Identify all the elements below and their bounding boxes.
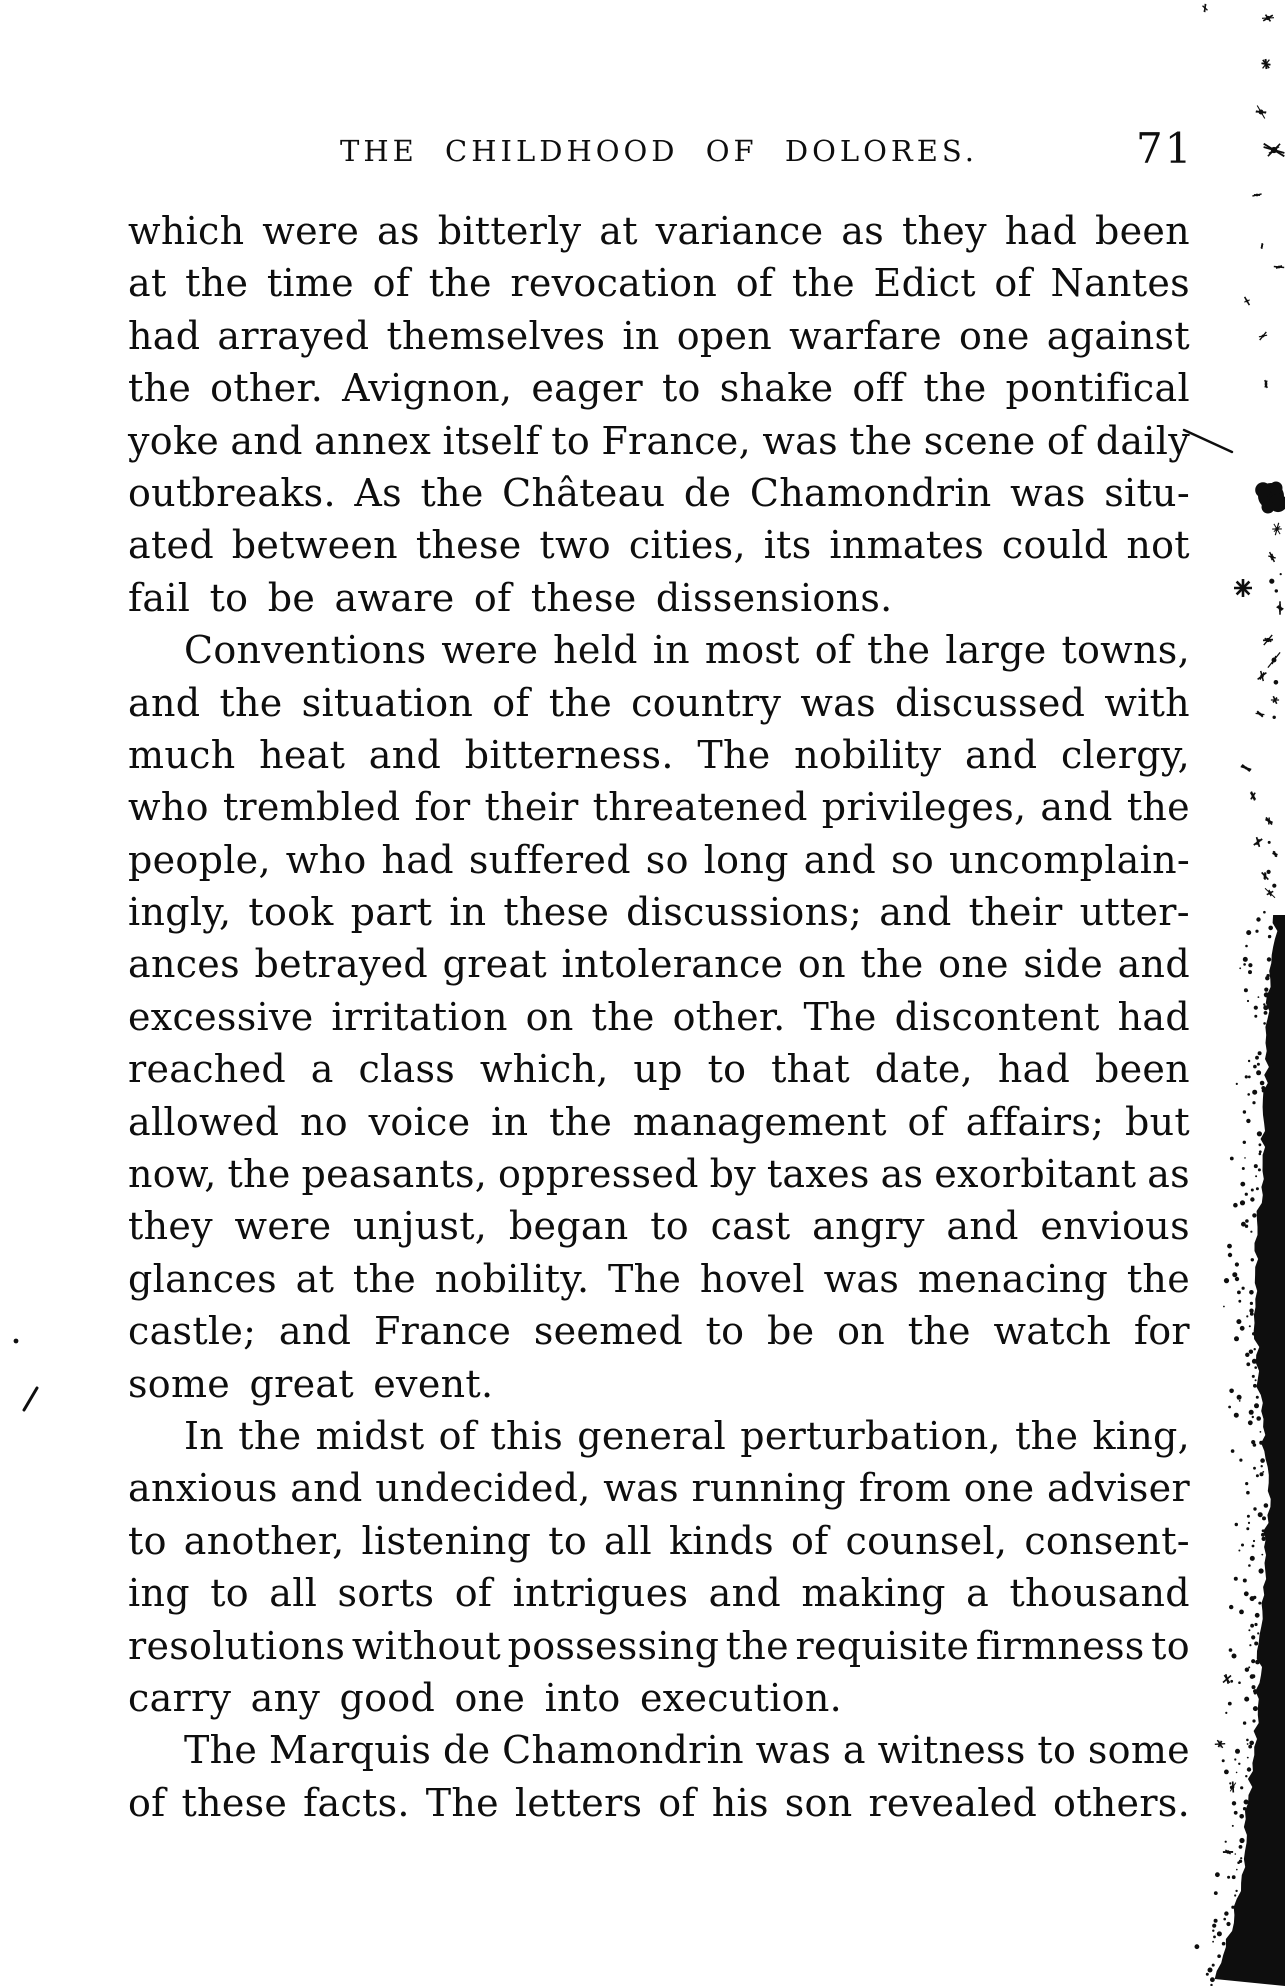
word: open (676, 313, 773, 358)
word: king, (1092, 1413, 1190, 1458)
word: management (632, 1099, 887, 1144)
word: resolutions (128, 1623, 346, 1668)
word: outbreaks. (128, 470, 336, 515)
word: counsel, (845, 1518, 1008, 1563)
word: to (661, 366, 701, 411)
word: sorts (337, 1571, 435, 1616)
word: of (994, 261, 1032, 306)
word: that (771, 1047, 850, 1092)
word: intrigues (512, 1571, 689, 1616)
word: was (755, 1728, 832, 1773)
text-line (128, 362, 1190, 414)
word: ances (128, 942, 240, 987)
word: to (1151, 1623, 1190, 1668)
word: to (707, 1047, 747, 1092)
word: all (604, 1518, 652, 1563)
word: time (266, 261, 354, 306)
page-text (128, 205, 1190, 1829)
word: on (525, 994, 574, 1039)
word: betrayed (254, 942, 429, 987)
word: adviser (1047, 1466, 1190, 1511)
word: uncomplain- (948, 837, 1190, 882)
word: Chamondrin (749, 470, 992, 515)
word: not (1126, 523, 1190, 568)
text-line (128, 1567, 1190, 1619)
word: discontent (894, 994, 1100, 1039)
word: with (1104, 680, 1190, 725)
word: affairs; (965, 1099, 1105, 1144)
word: had (128, 313, 201, 358)
word: arrayed (217, 313, 370, 358)
word: privileges, (821, 785, 1027, 830)
word: The (425, 1780, 499, 1825)
word: Marquis (268, 1728, 432, 1773)
word: and (290, 1466, 363, 1511)
word: clergy, (1060, 732, 1190, 777)
text-line: some great event. (128, 1361, 494, 1406)
word: reached (128, 1047, 286, 1092)
word: class (358, 1047, 456, 1092)
word: the (548, 680, 613, 725)
word: watch (993, 1309, 1112, 1354)
word: be (767, 1309, 815, 1354)
word: two (539, 523, 611, 568)
text-line (128, 467, 1190, 519)
word: these (181, 1780, 288, 1825)
word: possessing (507, 1623, 720, 1668)
word: hovel (699, 1256, 805, 1301)
word: now, (128, 1152, 217, 1197)
word: but (1124, 1099, 1190, 1144)
word: inmates (829, 523, 985, 568)
word: scene (923, 418, 1036, 463)
word: took (248, 890, 334, 935)
word: allowed (128, 1099, 280, 1144)
text-line (128, 1724, 1190, 1776)
word: were (234, 1204, 332, 1249)
word: in (491, 1099, 529, 1144)
word: been (1094, 1047, 1190, 1092)
word: variance (655, 209, 824, 253)
word: other. (672, 994, 786, 1039)
text-line (128, 1777, 1190, 1829)
word: their (968, 890, 1063, 935)
word: from (858, 1466, 952, 1511)
word: had (1004, 209, 1078, 253)
word: envious (1040, 1204, 1190, 1249)
word: as (841, 209, 885, 253)
word: in (449, 890, 487, 935)
word: oppressed (498, 1152, 699, 1197)
word: held (553, 628, 638, 673)
word: making (801, 1571, 946, 1616)
running-title: THE CHILDHOOD OF DOLORES. (339, 134, 978, 168)
word: one (963, 1466, 1035, 1511)
word: at (599, 209, 638, 253)
text-line (128, 624, 1190, 676)
word: as (377, 209, 420, 253)
word: voice (368, 1099, 471, 1144)
word: In (184, 1413, 225, 1458)
word: large (945, 628, 1047, 673)
word: the (420, 470, 484, 515)
word: of (790, 1518, 829, 1563)
word: letters (514, 1780, 643, 1825)
word: was (603, 1466, 679, 1511)
word: the (227, 1152, 291, 1197)
word: perturbation, (740, 1413, 1001, 1458)
word: much (128, 732, 236, 777)
word: of (1046, 418, 1085, 463)
word: themselves (386, 313, 606, 358)
page-number: 71 (1136, 124, 1194, 173)
word: of (454, 1571, 493, 1616)
word: Avignon, (342, 366, 513, 411)
word: its (763, 523, 812, 568)
word: they (901, 209, 987, 253)
word: revocation (510, 261, 718, 306)
word: was (1010, 470, 1086, 515)
word: of (438, 1413, 477, 1458)
word: on (797, 942, 846, 987)
word: the (591, 994, 655, 1039)
text-line (128, 729, 1190, 781)
word: of (128, 1780, 166, 1825)
word: castle; (128, 1309, 257, 1354)
text-line: fail to be aware of these dissensions. (128, 575, 893, 620)
text-line (128, 677, 1190, 729)
word: itself (442, 418, 540, 463)
text-line (128, 834, 1190, 886)
word: and (803, 837, 877, 882)
word: shake (719, 366, 834, 411)
word: in (622, 313, 660, 358)
word: against (1046, 313, 1190, 358)
word: for (1133, 1309, 1190, 1354)
word: without (351, 1623, 501, 1668)
word: annex (314, 418, 432, 463)
word: country (631, 680, 782, 725)
text-line (128, 519, 1190, 571)
word: situ- (1104, 470, 1190, 515)
word: their (484, 785, 579, 830)
word: and (946, 1204, 1019, 1249)
word: warfare (789, 313, 942, 358)
word: for (414, 785, 471, 830)
word: at (295, 1256, 335, 1301)
word: the (185, 261, 249, 306)
word: some (1087, 1728, 1190, 1773)
word: to (650, 1204, 689, 1249)
word: and (368, 732, 442, 777)
word: ated (128, 523, 214, 568)
word: was (800, 680, 876, 725)
word: de (442, 1728, 491, 1773)
word: suffered (468, 837, 631, 882)
word: which, (479, 1047, 609, 1092)
word: utter- (1079, 890, 1190, 935)
word: of (492, 680, 530, 725)
word: had (997, 1047, 1071, 1092)
word: Château (502, 470, 666, 515)
word: to (210, 1571, 249, 1616)
word: the (867, 628, 931, 673)
text-line (128, 781, 1190, 833)
word: who (128, 785, 209, 830)
word: of (735, 261, 774, 306)
word: running (691, 1466, 847, 1511)
word: and (278, 1309, 352, 1354)
text-line (128, 1620, 1190, 1672)
word: as (1147, 1152, 1190, 1197)
word: which (128, 209, 245, 253)
word: could (1001, 523, 1109, 568)
text-line (128, 1200, 1190, 1252)
word: menacing (917, 1256, 1109, 1301)
word: witness (877, 1728, 1026, 1773)
word: who (285, 837, 367, 882)
word: the (219, 680, 283, 725)
word: midst (315, 1413, 425, 1458)
word: intolerance (561, 942, 784, 987)
word: of (372, 261, 411, 306)
word: a (966, 1571, 990, 1616)
word: the (849, 418, 913, 463)
text-line (128, 415, 1190, 467)
word: son (784, 1780, 853, 1825)
word: glances (128, 1256, 277, 1301)
word: off (852, 366, 905, 411)
text-line (128, 310, 1190, 362)
word: the (549, 1099, 613, 1144)
word: at (128, 261, 167, 306)
word: side (1023, 942, 1104, 987)
word: irritation (331, 994, 508, 1039)
word: bitterness. (464, 732, 674, 777)
word: ingly, (128, 890, 232, 935)
text-line (128, 1410, 1190, 1462)
word: the (1126, 1256, 1190, 1301)
word: France, (601, 418, 751, 463)
word: the (1015, 1413, 1079, 1458)
word: long (703, 837, 789, 882)
word: part (350, 890, 433, 935)
word: the (128, 366, 192, 411)
word: discussions; (626, 890, 863, 935)
word: and (965, 732, 1038, 777)
word: daily (1095, 418, 1190, 463)
word: a (842, 1728, 866, 1773)
word: they (128, 1204, 213, 1249)
word: and (230, 418, 303, 463)
text-line (128, 1043, 1190, 1095)
word: the (352, 1256, 417, 1301)
word: began (508, 1204, 629, 1249)
word: eager (531, 366, 643, 411)
word: as (880, 1152, 924, 1197)
word: kinds (668, 1518, 774, 1563)
word: to (128, 1518, 167, 1563)
word: most (704, 628, 800, 673)
word: requisite (795, 1623, 970, 1668)
word: by (709, 1152, 756, 1197)
word: general (577, 1413, 727, 1458)
word: and (1040, 785, 1113, 830)
word: was (823, 1256, 900, 1301)
word: the (238, 1413, 302, 1458)
word: Chamondrin (502, 1728, 744, 1773)
word: The (608, 1256, 682, 1301)
word: another, (183, 1518, 345, 1563)
word: the (907, 1309, 971, 1354)
word: France (373, 1309, 512, 1354)
word: of (907, 1099, 946, 1144)
word: towns, (1061, 628, 1190, 673)
word: the (791, 261, 855, 306)
word: others. (1053, 1780, 1190, 1825)
word: heat (259, 732, 346, 777)
word: to (548, 1518, 588, 1563)
word: trembled (222, 785, 401, 830)
word: his (711, 1780, 769, 1825)
word: Nantes (1050, 261, 1190, 306)
word: and (128, 680, 201, 725)
word: the (725, 1623, 789, 1668)
word: the (923, 366, 987, 411)
text-line (128, 1096, 1190, 1148)
word: The (803, 994, 877, 1039)
word: exorbitant (934, 1152, 1137, 1197)
word: these (415, 523, 522, 568)
word: had (1117, 994, 1190, 1039)
word: one (958, 313, 1030, 358)
word: to (705, 1309, 745, 1354)
word: so (645, 837, 689, 882)
text-line (128, 1253, 1190, 1305)
word: Edict (873, 261, 976, 306)
text-line (128, 991, 1190, 1043)
word: yoke (128, 418, 220, 463)
word: the (860, 942, 924, 987)
word: peasants, (301, 1152, 488, 1197)
word: anxious (128, 1466, 278, 1511)
text-line (128, 1515, 1190, 1567)
word: great (442, 942, 547, 987)
word: and (708, 1571, 781, 1616)
word: listening (361, 1518, 532, 1563)
text-line (128, 938, 1190, 990)
text-line: carry any good one into execution. (128, 1675, 842, 1720)
word: to (1037, 1728, 1077, 1773)
word: nobility (794, 732, 942, 777)
word: unjust, (353, 1204, 488, 1249)
word: situation (301, 680, 474, 725)
word: bitterly (437, 209, 582, 253)
word: were (441, 628, 539, 673)
word: threatened (592, 785, 808, 830)
text-line (128, 205, 1190, 257)
word: ing (128, 1571, 190, 1616)
word: As (354, 470, 402, 515)
word: excessive (128, 994, 314, 1039)
word: the (428, 261, 492, 306)
text-line (128, 1305, 1190, 1357)
word: had (381, 837, 454, 882)
word: The (184, 1728, 258, 1773)
word: all (269, 1571, 318, 1616)
word: firmness (975, 1623, 1145, 1668)
word: between (231, 523, 398, 568)
word: up (633, 1047, 683, 1092)
word: discussed (894, 680, 1086, 725)
word: no (299, 1099, 348, 1144)
word: pontifical (1005, 366, 1190, 411)
word: to (551, 418, 591, 463)
word: so (891, 837, 934, 882)
text-line (128, 1462, 1190, 1514)
word: undecided, (375, 1466, 591, 1511)
word: were (262, 209, 360, 253)
text-line (128, 886, 1190, 938)
word: and (879, 890, 952, 935)
word: cities, (628, 523, 746, 568)
word: nobility. (434, 1256, 590, 1301)
word: Conventions (184, 628, 427, 673)
text-line (128, 257, 1190, 309)
word: been (1094, 209, 1190, 253)
word: date, (874, 1047, 974, 1092)
word: taxes (766, 1152, 870, 1197)
word: angry (812, 1204, 925, 1249)
word: de (683, 470, 732, 515)
text-line (128, 1148, 1190, 1200)
word: these (503, 890, 610, 935)
word: a (310, 1047, 334, 1092)
word: and (1117, 942, 1190, 987)
word: thousand (1009, 1571, 1190, 1616)
word: on (837, 1309, 886, 1354)
word: cast (710, 1204, 791, 1249)
word: people, (128, 837, 271, 882)
word: of (814, 628, 853, 673)
word: the (1126, 785, 1190, 830)
word: revealed (868, 1780, 1038, 1825)
word: consent- (1024, 1518, 1190, 1563)
word: other. (210, 366, 324, 411)
word: seemed (533, 1309, 683, 1354)
word: The (697, 732, 771, 777)
word: this (490, 1413, 563, 1458)
word: of (658, 1780, 696, 1825)
word: one (938, 942, 1009, 987)
word: in (652, 628, 690, 673)
word: facts. (303, 1780, 410, 1825)
word: was (762, 418, 838, 463)
